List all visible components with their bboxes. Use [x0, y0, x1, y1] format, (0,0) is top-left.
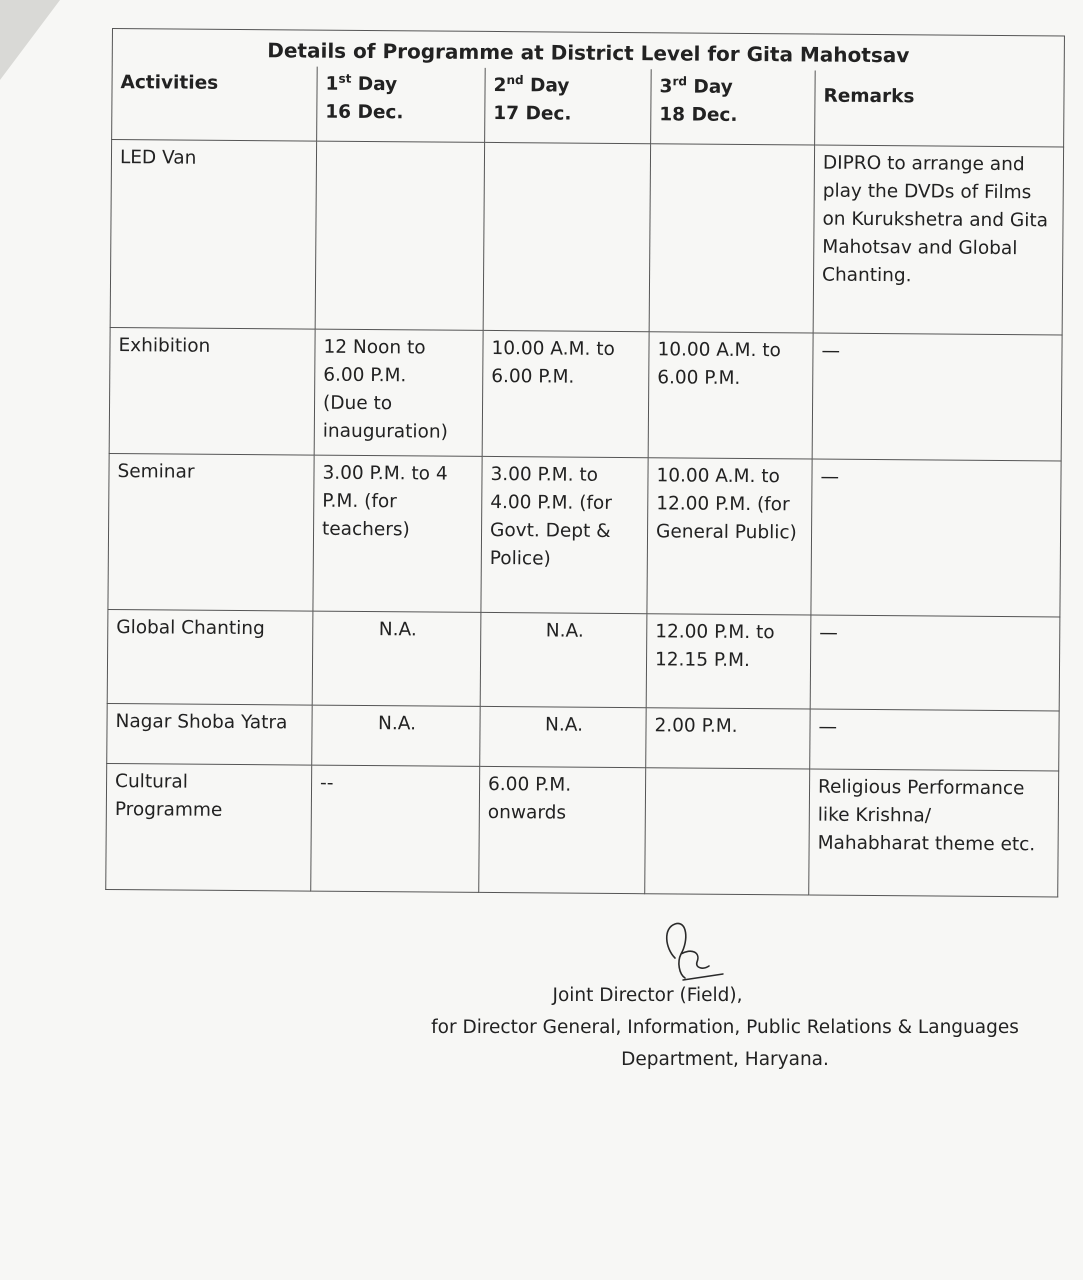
row-day3-cell	[646, 614, 811, 709]
row-remarks	[809, 769, 1059, 897]
day3-number: 3	[659, 76, 673, 98]
cell-line: inauguration)	[322, 420, 448, 443]
remarks-line: play the DVDs of Films	[822, 180, 1032, 204]
cell-line: General Public)	[655, 521, 797, 544]
table-row	[106, 763, 1059, 896]
row-activity: Seminar	[108, 453, 314, 611]
row-day1-cell	[314, 329, 483, 456]
row-day2-cell: N.A.	[480, 612, 647, 707]
row-activity: Global Chanting	[107, 609, 313, 705]
row-day2-cell	[483, 142, 650, 331]
row-day2-cell	[482, 330, 649, 457]
day1-ordinal: st	[338, 71, 352, 86]
day2-word: Day	[529, 75, 570, 97]
remarks-line: Religious Performance	[817, 776, 1025, 800]
cell-line: 12.00 P.M. (for	[656, 493, 790, 516]
row-day3-cell	[645, 768, 810, 895]
table-row	[108, 453, 1061, 616]
cell-line: 3.00 P.M. to 4	[322, 462, 448, 485]
row-remarks: —	[810, 615, 1060, 711]
cell-line: Cultural	[114, 771, 189, 793]
row-activity: Exhibition	[109, 327, 315, 455]
row-activity: LED Van	[110, 140, 316, 330]
row-day3-cell: 2.00 P.M.	[646, 708, 810, 769]
cell-line: 4.00 P.M. (for	[490, 491, 612, 514]
cell-line: 12.15 P.M.	[654, 649, 750, 672]
day1-word: Day	[357, 73, 398, 96]
cell-line: 6.00 P.M.	[491, 365, 575, 388]
table-row	[107, 703, 1059, 770]
cell-line: 12 Noon to	[323, 336, 426, 359]
remarks-line: like Krishna/	[817, 804, 932, 827]
row-day1-cell	[315, 141, 484, 330]
row-day1-cell	[313, 455, 482, 612]
remarks-line: DIPRO to arrange and	[822, 152, 1025, 176]
day1-date: 16 Dec.	[325, 101, 404, 124]
row-remarks: —	[811, 459, 1061, 617]
header-activities	[112, 65, 318, 141]
header-day1	[317, 67, 486, 143]
day1-number: 1	[325, 73, 339, 95]
cell-line: Govt. Dept &	[489, 519, 611, 542]
row-day1-cell: N.A.	[312, 611, 481, 706]
remarks-line: on Kurukshetra and Gita	[822, 208, 1049, 232]
row-activity	[106, 763, 312, 891]
header-day2	[485, 68, 652, 144]
cell-line: Programme	[114, 799, 223, 821]
cell-line: 10.00 A.M. to	[491, 337, 615, 360]
remarks-line: Chanting.	[821, 264, 912, 287]
cell-line: 6.00 P.M.	[657, 367, 741, 389]
handwritten-signature	[645, 918, 725, 982]
signatory-department-line: for Director General, Information, Public Relations & Languages	[431, 1017, 1019, 1038]
day3-date: 18 Dec.	[659, 104, 738, 126]
remarks-line: Mahotsav and Global	[822, 236, 1018, 260]
row-day2-cell	[479, 766, 646, 893]
cell-line: 10.00 A.M. to	[657, 339, 781, 362]
cell-line: (Due to	[322, 392, 393, 415]
day3-ordinal: rd	[672, 74, 688, 89]
cell-line: 6.00 P.M.	[323, 364, 407, 387]
signatory-department-line: Department, Haryana.	[621, 1049, 829, 1070]
cell-line: 3.00 P.M. to	[490, 463, 599, 486]
row-day3-cell	[649, 144, 814, 333]
cell-line: teachers)	[321, 518, 410, 541]
header-activities-label: Activities	[120, 72, 219, 94]
header-day3	[651, 69, 816, 145]
row-day3-cell	[648, 332, 813, 459]
cell-line: 10.00 A.M. to	[656, 465, 780, 488]
day2-number: 2	[493, 74, 507, 97]
cell-line: 6.00 P.M.	[487, 773, 572, 796]
table-row	[110, 140, 1063, 335]
cell-line: 12.00 P.M. to	[655, 621, 775, 644]
row-day2-cell: N.A.	[480, 706, 646, 767]
signature-block	[380, 980, 1070, 1076]
row-day1-cell: --	[311, 765, 480, 892]
cell-line: P.M. (for	[322, 490, 397, 513]
row-remarks: —	[810, 709, 1059, 771]
row-day3-cell	[647, 458, 812, 615]
row-remarks	[813, 145, 1063, 335]
cell-line: onwards	[487, 801, 567, 824]
row-day2-cell	[481, 456, 648, 613]
header-remarks	[815, 71, 1065, 147]
remarks-line: Mahabharat theme etc.	[817, 832, 1036, 856]
cell-line: Police)	[489, 547, 551, 570]
page-corner-fold	[0, 0, 60, 80]
row-day1-cell: N.A.	[312, 705, 480, 766]
day2-date: 17 Dec.	[493, 102, 572, 125]
day3-word: Day	[693, 76, 733, 98]
day2-ordinal: nd	[506, 72, 524, 88]
table-row	[109, 327, 1062, 460]
signatory-designation: Joint Director (Field),	[552, 985, 743, 1006]
programme-table	[105, 28, 1064, 897]
row-remarks: —	[812, 333, 1062, 461]
table-row	[107, 609, 1060, 710]
header-remarks-label: Remarks	[823, 85, 915, 108]
row-activity: Nagar Shoba Yatra	[107, 703, 312, 765]
table-title: Details of Programme at District Level for Gita Mahotsav	[112, 29, 1064, 73]
